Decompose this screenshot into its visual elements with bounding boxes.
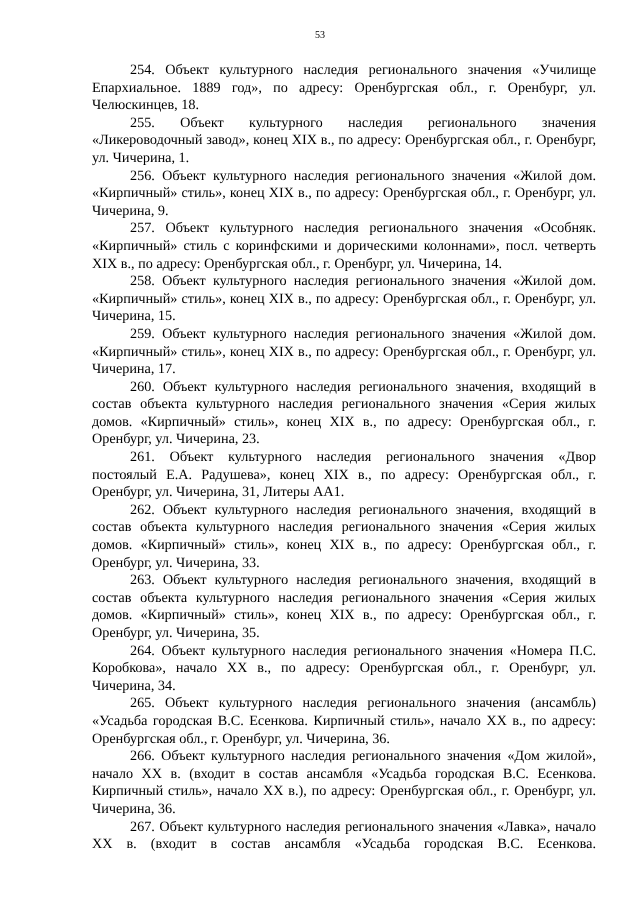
page-number: 53 <box>315 30 325 41</box>
list-item: 265. Объект культурного наследия регионального значения (ансамбль) «Усадьба городская В.С. Есенкова. Кирпичный стиль», начало XX в., по адресу: Оренбургская обл., г. Оренбург, ул. Чичерина, 36. <box>92 695 596 747</box>
list-item: 262. Объект культурного наследия регионального значения, входящий в состав объекта культурного наследия регионального значения «Серия жилых домов. «Кирпичный» стиль», конец XIX в., по адресу: Оренбургская обл., г. Оренбург, ул. Чичерина, 33. <box>92 501 596 571</box>
list-item: 257. Объект культурного наследия регионального значения «Особняк. «Кирпичный» стиль с коринфскими и дорическими колоннами», посл. четверть XIX в., по адресу: Оренбургская обл., г. Оренбург, ул. Чичерина, 14. <box>92 220 596 272</box>
list-item: 264. Объект культурного наследия регионального значения «Номера П.С. Коробкова», начало XX в., по адресу: Оренбургская обл., г. Оренбург, ул. Чичерина, 34. <box>92 642 596 694</box>
list-item: 260. Объект культурного наследия регионального значения, входящий в состав объекта культурного наследия регионального значения «Серия жилых домов. «Кирпичный» стиль», конец XIX в., по адресу: Оренбургская обл., г. Оренбург, ул. Чичерина, 23. <box>92 378 596 448</box>
document-body <box>92 62 596 854</box>
list-item: 263. Объект культурного наследия регионального значения, входящий в состав объекта культурного наследия регионального значения «Серия жилых домов. «Кирпичный» стиль», конец XIX в., по адресу: Оренбургская обл., г. Оренбург, ул. Чичерина, 35. <box>92 572 596 641</box>
list-item: 267. Объект культурного наследия регионального значения «Лавка», начало XX в. (входит в состав ансамбля «Усадьба городская В.С. Есенкова. <box>92 818 596 853</box>
list-item: 266. Объект культурного наследия регионального значения «Дом жилой», начало XX в. (входит в состав ансамбля «Усадьба городская В.С. Есенкова. Кирпичный стиль», начало XX в.), по адресу: Оренбургская обл., г. Оренбург, ул. Чичерина, 36. <box>92 748 596 817</box>
list-item: 259. Объект культурного наследия регионального значения «Жилой дом. «Кирпичный» стиль», конец XIX в., по адресу: Оренбургская обл., г. Оренбург, ул. Чичерина, 17. <box>92 325 596 378</box>
list-item: 254. Объект культурного наследия регионального значения «Училище Епархиальное. 1889 год», по адресу: Оренбургская обл., г. Оренбург, ул. Челюскинцев, 18. <box>92 62 596 114</box>
list-item: 256. Объект культурного наследия регионального значения «Жилой дом. «Кирпичный» стиль», конец XIX в., по адресу: Оренбургская обл., г. Оренбург, ул. Чичерина, 9. <box>92 167 596 219</box>
list-item: 261. Объект культурного наследия регионального значения «Двор постоялый Е.А. Радушева», конец XIX в., по адресу: Оренбургская обл., г. Оренбург, ул. Чичерина, 31, Литеры АА1. <box>92 449 596 501</box>
list-item: 258. Объект культурного наследия регионального значения «Жилой дом. «Кирпичный» стиль», конец XIX в., по адресу: Оренбургская обл., г. Оренбург, ул. Чичерина, 15. <box>92 273 596 325</box>
list-item: 255. Объект культурного наследия регионального значения «Ликероводочный завод», конец XIX в., по адресу: Оренбургская обл., г. Оренбург, ул. Чичерина, 1. <box>92 114 596 166</box>
